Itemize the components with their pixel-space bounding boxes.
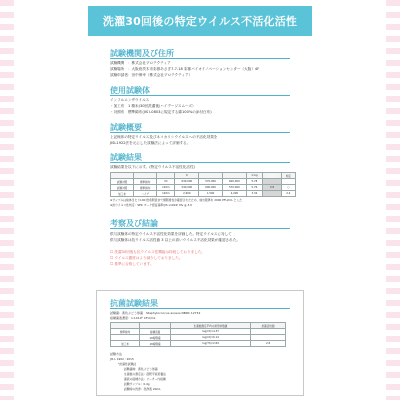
antibacterial-line: 試験菌：黄色ぶどう球菌 Staphylococcus aureus NBRC 12732 <box>110 311 201 315</box>
table-header-cell: 抗菌活性値 <box>251 323 286 329</box>
table-cell: 3.34 <box>246 191 262 197</box>
table-header-cell: 1 log <box>246 173 262 179</box>
table-cell: 600,000 <box>199 185 223 191</box>
table-cell: 5.78 <box>246 179 262 185</box>
table-cell: ○ <box>281 185 295 191</box>
table-cell: 5.76 <box>246 185 262 191</box>
table-cell: 1,500 <box>199 191 223 197</box>
table-cell: 2,900 <box>175 191 199 197</box>
results-note: ※サンプルは検体当たり100 倍希釈液まで細胞毒性が確認されたため、検出限界を 2000 PFU/mL とした <box>110 198 243 202</box>
organization-line: 試験場所 ：大阪府茨木市彩都あさぎ7-7-18 彩都バイオイノベーションセンター（大阪）4F <box>110 67 260 71</box>
section-antibacterial-heading: 抗菌試験結果 <box>110 299 158 308</box>
table-cell: 試験対照 <box>111 179 134 185</box>
table-cell: 600,000 <box>222 179 246 185</box>
table-cell: 540,000 <box>175 185 199 191</box>
overview-line: JISL1922法を元にした試験法によって評価する。 <box>110 141 191 145</box>
antibacterial-line: 接種菌液濃度：1.1X10⁵ CFU/mL <box>110 316 156 320</box>
table-cell: 2.8 <box>251 341 286 347</box>
conclusion-check: ☐ ウイルス濃度はより減少しておりました。 <box>110 256 183 260</box>
table-header-cell: 判定 <box>281 173 295 179</box>
section-rule <box>110 95 290 96</box>
table-cell: 18時間後 <box>140 341 171 347</box>
table-cell: 570,000 <box>222 185 246 191</box>
method-heading: 試験方法 <box>110 352 123 356</box>
section-virus-heading: 使用試験体 <box>110 86 150 95</box>
table-cell <box>263 191 282 197</box>
table-cell: 120m <box>157 191 175 197</box>
section-rule <box>110 228 290 229</box>
table-cell: 2,200 <box>222 191 246 197</box>
method-line: 生菌数の測定法：混釈平板培養法 <box>124 372 166 376</box>
table-cell: 18時間後 <box>140 335 171 341</box>
table-cell: log(Tt)=2.84 <box>170 341 250 347</box>
method-line: 試験サンプル：0.4g <box>124 382 150 386</box>
left-border-stripes <box>0 0 14 400</box>
conclusion-line: 供与試験体は抗ウイルス活性値 3 以上の高いウイルス不活化効果が確認された。 <box>110 238 240 242</box>
table-cell: log(Ct)=4.37 <box>170 329 250 335</box>
method-line: 試験菌株：黄色ぶどう球菌 <box>124 367 158 371</box>
conclusion-line: 供与試験体の特定ウイルス不活性化効果を評価した。特定ウイルスに対して <box>110 232 232 236</box>
table-header-cell: 0 <box>175 173 199 179</box>
table-cell: 標準綿布 <box>134 179 157 185</box>
overview-line: 上記検体の特定ウイルス及びネコカリシウイルスへの不活化効果を <box>110 135 218 139</box>
table-cell: 630,000 <box>175 179 199 185</box>
table-cell: 加工布 <box>111 341 140 347</box>
table-cell: 標準綿布 <box>111 329 140 335</box>
method-line: 菌液の接種方法：ビーカー内接種 <box>124 377 166 381</box>
conclusion-check: ☐ 洗濯30回後も抗ウイルス性機能は持続しておりました。 <box>110 250 205 254</box>
section-rule <box>110 132 290 133</box>
section-organization-heading: 試験機関及び住所 <box>110 49 174 58</box>
table-cell: 0h <box>157 179 175 185</box>
virus-line: ・対照布 標準綿布(JIS L0803に規定する綿100%の添付白布) <box>110 110 212 114</box>
section-rule <box>110 162 290 163</box>
page-banner: 洗濯30回後の特定ウイルス不活化活性 <box>88 6 312 36</box>
table-header-cell: 活性値 <box>263 173 282 179</box>
organization-line: 試験申請者：田中伸幸（株式会社プロテクティア） <box>110 73 193 77</box>
table-cell: 加工布 <box>111 191 134 197</box>
table-row <box>111 341 286 347</box>
method-line: 試験時の洗浄：洗浄液 20mL <box>124 387 161 391</box>
table-cell: ハイデ <box>134 191 157 197</box>
right-border-stripes <box>386 0 400 400</box>
method-line: *抗菌性試験法 <box>118 362 137 366</box>
conclusion-check: ☐ 基準に合格しています。 <box>110 262 154 266</box>
results-note: ※抗ウイルス性判定：SEK マーク認証基準(JIS L1922) Mv ≧ 3.0 <box>110 203 192 207</box>
table-cell: 試験対照 <box>111 185 134 191</box>
virus-line: ・加工布 1 精米(30回洗濯後/ハイデージスムーズ） <box>110 104 196 108</box>
section-rule <box>110 308 290 309</box>
organization-line: 試験機関 ：株式会社プロテクティア <box>110 61 171 65</box>
table-row <box>111 191 296 197</box>
table-header-cell: 生菌数測定平均の常用対数値 <box>170 323 250 329</box>
section-conclusion-heading: 考察及び結論 <box>110 219 158 228</box>
section-rule <box>110 58 290 59</box>
results-intro: 試験結果を以下に示す。(特定ウイルス不活性化活性) <box>110 165 195 169</box>
table-cell: 標準綿布 <box>134 185 157 191</box>
table-cell: 570,000 <box>199 179 223 185</box>
method-line: JIS L 1902 : 2015 <box>110 357 134 361</box>
results-table <box>110 172 296 197</box>
table-cell: 3.8 <box>263 185 282 191</box>
virus-line: インフルエンザウイルス <box>110 98 150 102</box>
table-cell: 2.4 <box>281 191 295 197</box>
table-cell: log(Ct)=6.14 <box>170 335 250 341</box>
section-overview-heading: 試験概要 <box>110 123 142 132</box>
table-cell: 120m <box>157 185 175 191</box>
table-cell: 接種直後 <box>140 329 171 335</box>
antibacterial-table <box>110 322 286 347</box>
section-results-heading: 試験結果 <box>110 153 142 162</box>
